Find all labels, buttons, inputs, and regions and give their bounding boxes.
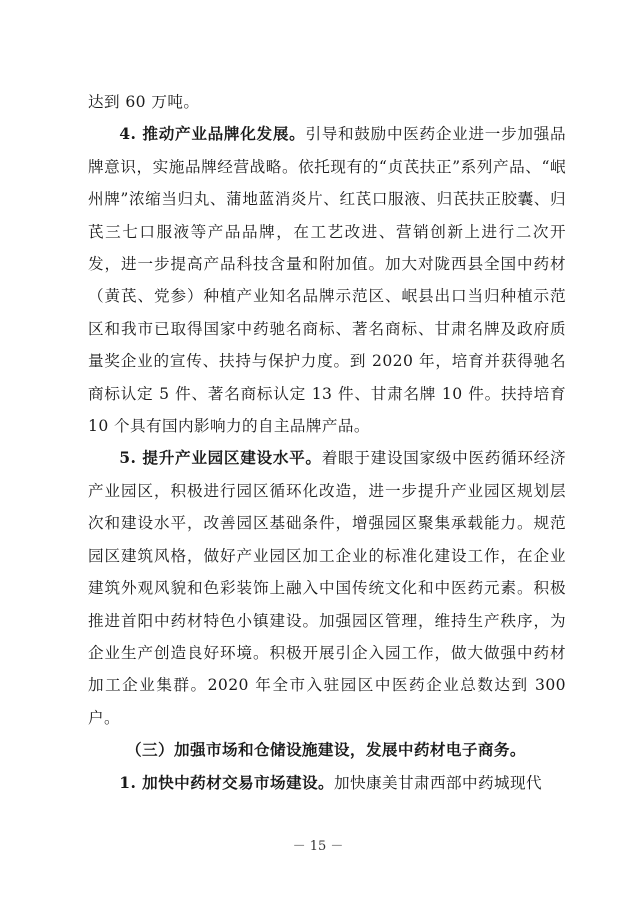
paragraph-industrial-park	[88, 442, 566, 734]
section-heading-text: （三）加强市场和仓储设施建设，发展中药材电子商务。	[126, 740, 526, 760]
paragraph-trading-market	[88, 767, 566, 799]
paragraph-heading: 1. 加快中药材交易市场建设。	[119, 772, 335, 792]
paragraph-heading: 5. 提升产业园区建设水平。	[119, 448, 322, 468]
page-number: － 15 －	[292, 839, 344, 854]
document-body	[88, 86, 566, 799]
paragraph-brand-development	[88, 118, 566, 442]
paragraph-text: 着眼于建设国家级中医药循环经济产业园区，积极进行园区循环化改造，进一步提升产业园区规划层次和建设水平，改善园区基础条件，增强园区聚集承载能力。规范园区建筑风格，做好产业园区加工企业的标准化建设工作，在企业建筑外观风貌和色彩装饰上融入中国传统文化和中医药元素。积极推进首阳中药材特色小镇建设。加强园区管理，维持生产秩序，为企业生产创造良好环境。积极开展引企入园工作，做大做强中药材加工企业集群。2020 年全市入驻园区中医药企业总数达到 300 户。	[88, 449, 566, 727]
paragraph-heading: 4. 推动产业品牌化发展。	[119, 124, 306, 144]
paragraph-text: 达到 60 万吨。	[88, 93, 200, 111]
section-heading	[88, 734, 566, 766]
paragraph-continuation	[88, 86, 566, 118]
paragraph-text: 加快康美甘肃西部中药城现代	[334, 773, 542, 792]
paragraph-text: 引导和鼓励中医药企业进一步加强品牌意识，实施品牌经营战略。依托现有的“贞芪扶正”系列产品、“岷州牌”浓缩当归丸、蒲地蓝消炎片、红芪口服液、归芪扶正胶囊、归芪三七口服液等产品品牌，在工艺改进、营销创新上进行二次开发，进一步提高产品科技含量和附加值。加大对陇西县全国中药材（黄芪、党参）种植产业知名品牌示范区、岷县出口当归种植示范区和我市已取得国家中药驰名商标、著名商标、甘肃名牌及政府质量奖企业的宣传、扶持与保护力度。到 2020 年，培育并获得驰名商标认定 5 件、著名商标认定 13 件、甘肃名牌 10 件。扶持培育 10 个具有国内影响力的自主品牌产品。	[88, 125, 566, 436]
